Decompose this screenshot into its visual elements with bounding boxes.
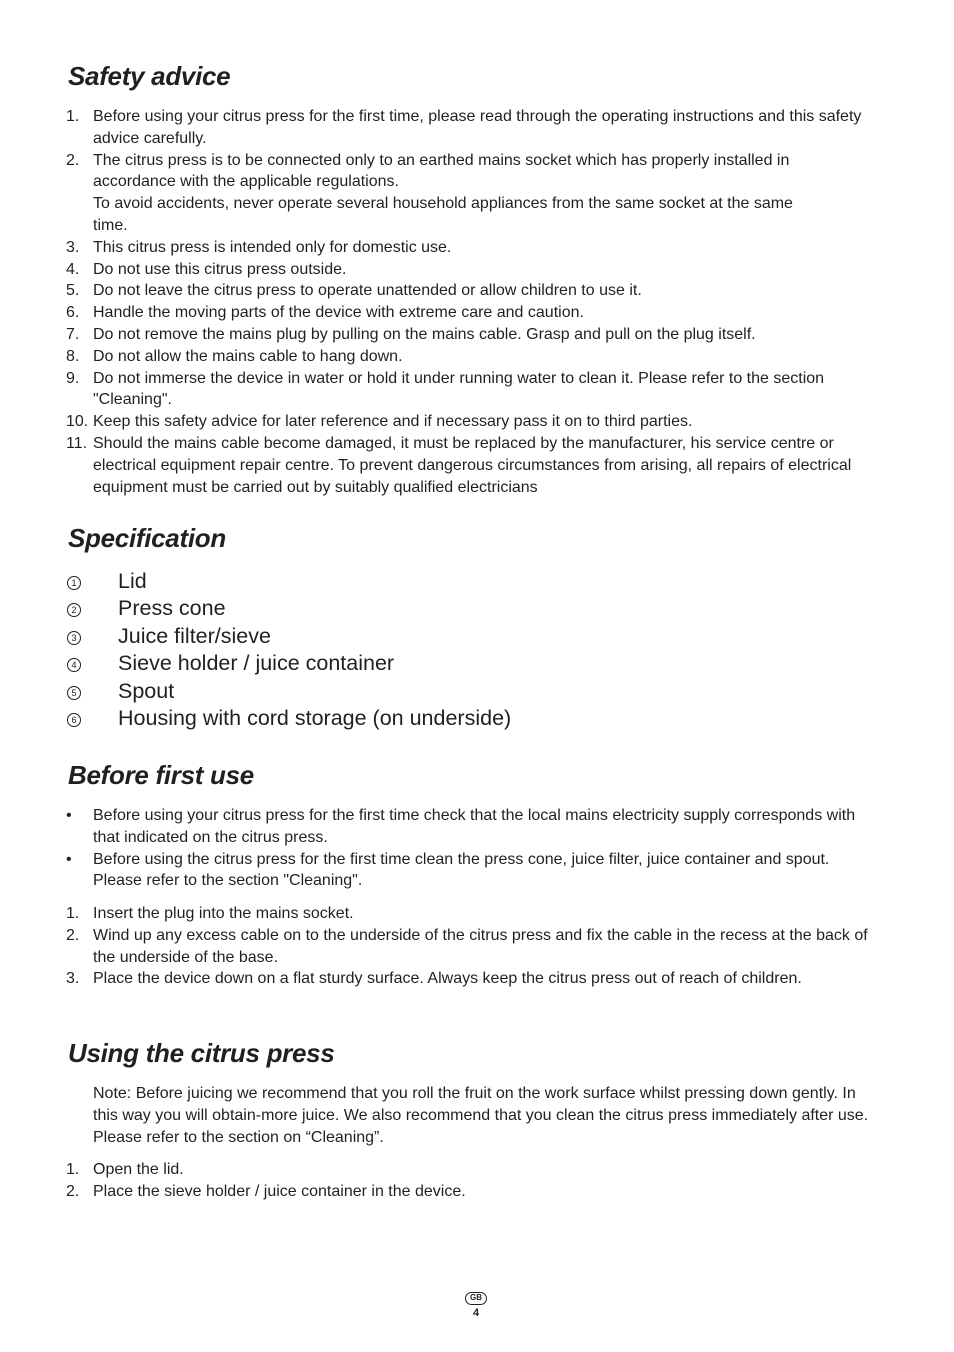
- list-item: 3. This citrus press is intended only for domestic use.: [66, 238, 452, 256]
- list-item: 5 Spout: [66, 678, 766, 705]
- list-item: 3. Place the device down on a flat sturdy surface. Always keep the citrus press out of reach of children.: [66, 970, 802, 988]
- number-circle: 3: [67, 631, 81, 645]
- before-first-use-heading: Before first use: [68, 760, 254, 790]
- bullet-icon: •: [66, 850, 72, 868]
- list-item: • Before using the citrus press for the first time clean the press cone, juice filter, juice container and spout. Please refer to the section "Cleaning".: [66, 850, 830, 890]
- list-item: 1 Lid: [66, 568, 766, 595]
- list-item: 8. Do not allow the mains cable to hang down.: [66, 347, 403, 365]
- list-item: 2. The citrus press is to be connected only to an earthed mains socket which has properly installed in accordance with the applicable regulations. To avoid accidents, never operate several household appliances from the same socket at the same time.: [66, 151, 793, 234]
- specification-heading: Specification: [68, 523, 226, 553]
- list-item: 4. Do not use this citrus press outside.: [66, 260, 347, 278]
- list-item: 7. Do not remove the mains plug by pulling on the mains cable. Grasp and pull on the plug itself.: [66, 325, 756, 343]
- number-circle: 6: [67, 713, 81, 727]
- list-item: 6. Handle the moving parts of the device with extreme care and caution.: [66, 304, 584, 322]
- safety-heading: Safety advice: [68, 61, 231, 91]
- safety-list: [66, 106, 876, 498]
- number-circle: 2: [67, 603, 81, 617]
- list-item: 1. Open the lid.: [66, 1161, 184, 1178]
- list-item: 11. Should the mains cable become damaged, it must be replaced by the manufacturer, his service centre or electrical equipment repair centre. To prevent dangerous circumstances from arising, all repairs of electrical equipment must be carried out by suitably qualified electricians: [66, 434, 852, 496]
- note-paragraph: Note: Before juicing we recommend that you roll the fruit on the work surface whilst pressing down gently. In this way you will obtain-more juice. We also recommend that you clean the citrus press immediately after use. Please refer to the section on “Cleaning”.: [93, 1085, 869, 1146]
- list-item: 6 Housing with cord storage (on underside): [66, 705, 766, 732]
- list-item: 2. Wind up any excess cable on to the underside of the citrus press and fix the cable in the recess at the back of the underside of the base.: [66, 926, 868, 966]
- list-item: 1. Before using your citrus press for the first time, please read through the operating instructions and this safety advice carefully.: [66, 108, 862, 147]
- list-item: 10. Keep this safety advice for later reference and if necessary pass it on to third parties.: [66, 413, 693, 431]
- list-item: 4 Sieve holder / juice container: [66, 650, 766, 677]
- using-heading: Using the citrus press: [68, 1038, 335, 1068]
- list-item: 9. Do not immerse the device in water or hold it under running water to clean it. Please refer to the section "Cleaning".: [66, 369, 825, 409]
- list-item: 3 Juice filter/sieve: [66, 623, 766, 650]
- steps-list: [66, 903, 876, 990]
- number-circle: 5: [67, 686, 81, 700]
- number-circle: 4: [67, 658, 81, 672]
- list-item: 1. Insert the plug into the mains socket.: [66, 905, 354, 922]
- bullet-icon: •: [66, 807, 72, 824]
- list-item: 5. Do not leave the citrus press to operate unattended or allow children to use it.: [66, 282, 642, 300]
- list-item: 2 Press cone: [66, 595, 766, 622]
- country-badge: GB: [465, 1292, 487, 1305]
- page-number: 4: [472, 1307, 480, 1319]
- list-item: 2. Place the sieve holder / juice container in the device.: [66, 1182, 466, 1200]
- steps-list: [66, 1159, 876, 1203]
- page-footer: [464, 1292, 488, 1320]
- number-circle: 1: [67, 576, 81, 590]
- specification-list: [66, 568, 766, 732]
- list-item: • Before using your citrus press for the first time check that the local mains electricity supply corresponds with that indicated on the citrus press.: [66, 807, 856, 846]
- bullet-list: [66, 805, 876, 892]
